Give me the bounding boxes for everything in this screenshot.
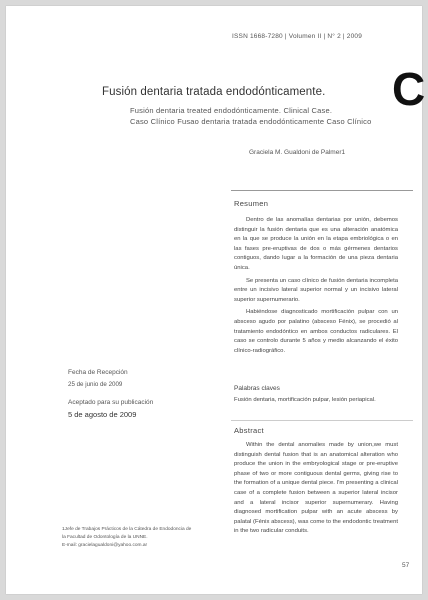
author-footnote [62,526,222,550]
abstract-divider [231,420,413,421]
journal-issn-line: ISSN 1668-7280 | Volumen II | N° 2 | 2009 [232,33,363,40]
received-date: 25 de junio de 2009 [68,381,123,388]
resumen-paragraph: Habiéndose diagnosticado mortificación pulpar con un absceso agudo por palatino (absceso Fénix), se procedió al tratamiento endodóntico en ambos conductos radiculares. El caso se controlo durante 5 años y medio alcanzando el éxito clínico-radiográfico. [234,309,398,354]
abstract-body [234,441,398,540]
section-divider [231,190,413,191]
section-letter: C [392,63,426,115]
page-number: 57 [402,562,410,569]
abstract-heading: Abstract [234,426,264,435]
resumen-body [234,216,398,359]
resumen-paragraph: Se presenta un caso clínico de fusión dentaria incompleta entre un incisivo lateral superior normal y un incisivo lateral superior supernumerario. [234,277,398,303]
accepted-label: Aceptado para su publicación [68,399,154,406]
abstract-paragraph: Within the dental anomalies made by union,we must distinguish dental fusion that is an anatomical alteration who produce the union in the embryological stage or pre-eruptive phase of two or more contiguous dental germs, giving rise to the formation of a unique dental piece. I'm presenting a clinical case of a complete fusion between a superior lateral incisor and a lateral incisor superior supernumerary. Having diagnosed mortification pulpar with an acute abscess by palatal (Fénix abscess), was come to the endodontic treatment in the two radicular conduits. [234,442,398,535]
keywords-text: Fusión dentaria, mortificación pulpar, lesión periapical. [234,397,376,403]
journal-page [6,6,426,594]
article-subtitle-en: Fusión dentaria treated endodónticamente. Clinical Case. [130,106,333,115]
footnote-line: la Facultad de Odontología de la UNNE. [62,535,148,540]
keywords-label: Palabras claves [234,385,280,392]
resumen-paragraph: Dentro de las anomalías dentarias por unión, debemos distinguir la fusión dentaria que es una alteración anatómica en la que se produce la unión en la etapa embriológica o en las fases pre-eruptivas de dos o más gérmenes dentarios contiguos, dando lugar a la formación de una pieza dentaria única. [234,217,398,271]
footnote-line: 1Jefe de Trabajos Prácticos de la Cátedra de Endodoncia de [62,527,192,532]
article-title: Fusión dentaria tratada endodónticamente. [102,86,326,98]
article-author: Graciela M. Gualdoni de Palmer1 [249,149,346,156]
accepted-date: 5 de agosto de 2009 [68,410,137,419]
footnote-email: E-mail: gracielagualdoni@yahoo.com.ar [62,543,148,548]
received-label: Fecha de Recepción [68,369,128,376]
resumen-heading: Resumen [234,199,269,208]
article-subtitle-pt: Caso Clínico Fusao dentaria tratada endodónticamente Caso Clínico [130,117,372,126]
